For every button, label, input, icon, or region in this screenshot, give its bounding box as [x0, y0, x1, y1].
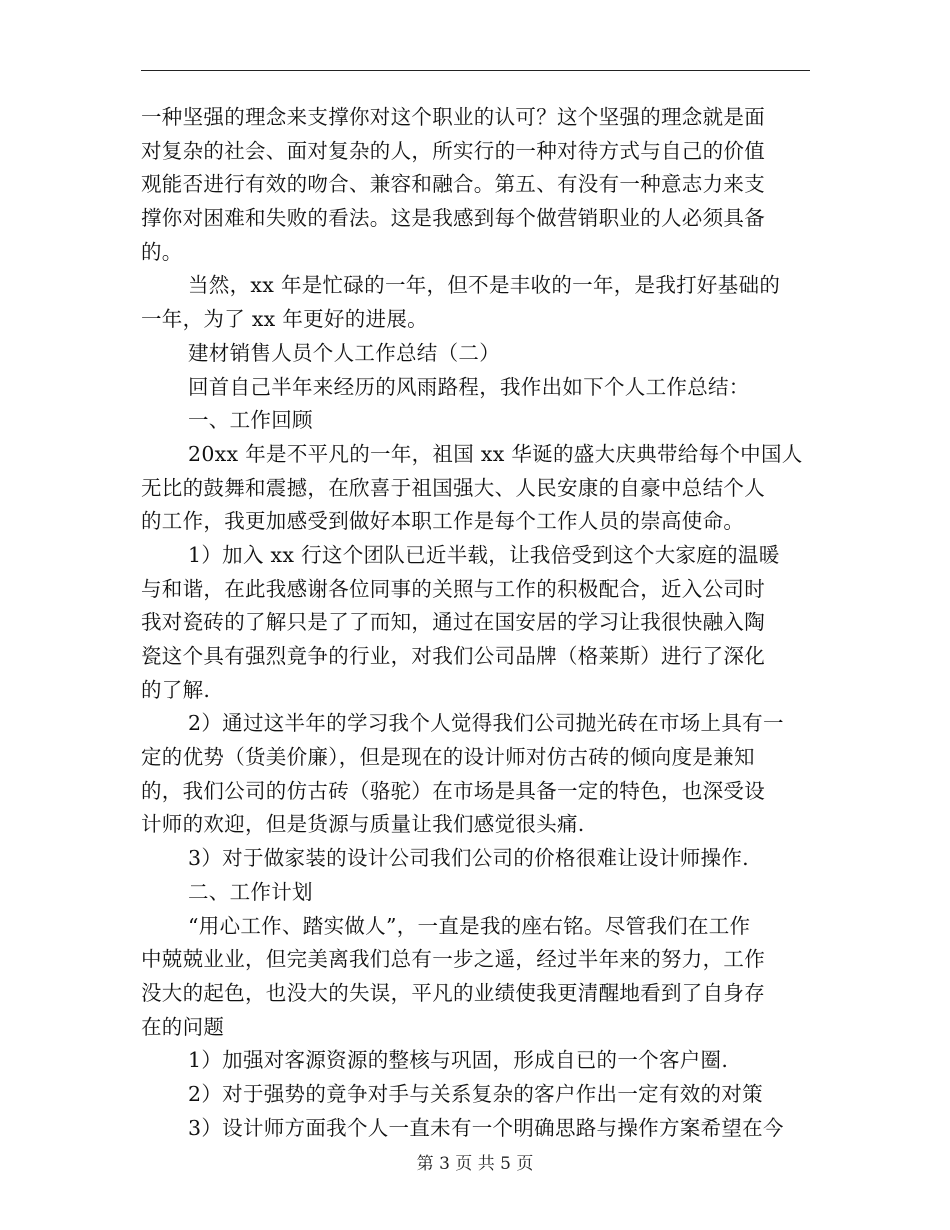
text-line: 对复杂的社会、面对复杂的人，所实行的一种对待方式与自己的价值 — [141, 138, 765, 163]
section-title: 建材销售人员个人工作总结（二） — [188, 340, 500, 365]
section-heading: 二、工作计划 — [188, 879, 313, 904]
text-line: 2）通过这半年的学习我个人觉得我们公司抛光砖在市场上具有一 — [188, 711, 784, 736]
text-line: 定的优势（货美价廉），但是现在的设计师对仿古砖的倾向度是兼知 — [141, 745, 755, 770]
text-line: 1）加强对客源资源的整核与巩固，形成自已的一个客户圈. — [188, 1048, 729, 1073]
text-line: 计师的欢迎，但是货源与质量让我们感觉很头痛. — [141, 812, 585, 837]
text-line: 的工作，我更加感受到做好本职工作是每个工作人员的崇高使命。 — [141, 509, 745, 534]
text-line: 3）对于做家装的设计公司我们公司的价格很难让设计师操作. — [188, 846, 749, 871]
text-line: 没大的起色，也没大的失误，平凡的业绩使我更清醒地看到了自身存 — [141, 980, 765, 1005]
document-body — [141, 101, 811, 1145]
text-line: 瓷这个具有强烈竟争的行业，对我们公司品牌（格莱斯）进行了深化 — [141, 644, 765, 668]
text-line: 20xx 年是不平凡的一年，祖国 xx 华诞的盛大庆典带给每个中国人 — [188, 441, 803, 466]
text-line: 3）设计师方面我个人一直未有一个明确思路与操作方案希望在今 — [188, 1115, 784, 1140]
text-line: “用心工作、踏实做人”，一直是我的座右铭。尽管我们在工作 — [188, 913, 751, 938]
text-line: 观能否进行有效的吻合、兼容和融合。第五、有没有一种意志力来支 — [141, 172, 765, 197]
header-rule — [141, 70, 810, 71]
text-line: 当然，xx 年是忙碌的一年，但不是丰收的一年，是我打好基础的 — [188, 273, 781, 298]
text-line: 的。 — [141, 239, 183, 264]
text-line: 回首自己半年来经历的风雨路程，我作出如下个人工作总结： — [188, 374, 750, 399]
text-line: 无比的鼓舞和震撼，在欣喜于祖国强大、人民安康的自豪中总结个人 — [141, 475, 765, 500]
text-line: 一种坚强的理念来支撑你对这个职业的认可？这个坚强的理念就是面 — [141, 105, 765, 129]
section-heading: 一、工作回顾 — [188, 408, 313, 433]
page-number-footer: 第 3 页 共 5 页 — [416, 1154, 534, 1174]
text-line: 1）加入 xx 行这个团队已近半载，让我倍受到这个大家庭的温暖 — [188, 542, 780, 567]
text-line: 的，我们公司的仿古砖（骆驼）在市场是具备一定的特色，也深受设 — [141, 778, 765, 803]
text-line: 中兢兢业业，但完美离我们总有一步之遥，经过半年来的努力，工作 — [141, 947, 765, 972]
text-line: 一年，为了 xx 年更好的进展。 — [141, 307, 428, 332]
text-line: 2）对于强势的竟争对手与关系复杂的客户作出一定有效的对策 — [188, 1081, 763, 1106]
text-line: 撑你对困难和失败的看法。这是我感到每个做营销职业的人必须具备 — [141, 206, 765, 231]
text-line: 在的问题 — [141, 1014, 225, 1039]
text-line: 与和谐，在此我感谢各位同事的关照与工作的积极配合，近入公司时 — [141, 576, 765, 601]
text-line: 的了解. — [141, 677, 211, 702]
text-line: 我对瓷砖的了解只是了了而知，通过在国安居的学习让我很快融入陶 — [141, 610, 765, 635]
